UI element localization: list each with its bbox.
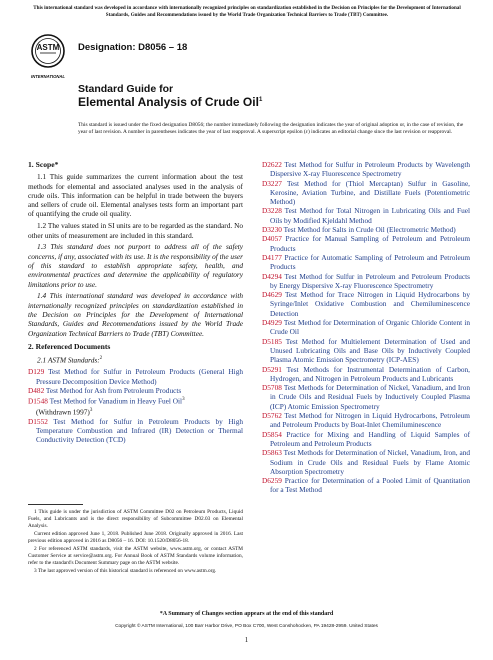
ref-item[interactable]: D1548 Test Method for Vanadium in Heavy Fuel Oil$^3$ (Withdrawn 1997)$^3$ bbox=[28, 396, 185, 417]
ref-title[interactable]: Practice for Automatic Sampling of Petroleum and Petroleum Products bbox=[270, 252, 471, 272]
ref-title[interactable]: Test Method for Total Nitrogen in Lubricating Oils and Fuel Oils by Modified Kjeldahl Method bbox=[270, 206, 470, 225]
ref-title[interactable]: Test Method for (Thiol Mercaptan) Sulfur in Gasoline, Kerosine, Aviation Turbine, and Distillate Fuels (Potentiometric Method) bbox=[270, 178, 471, 207]
scope-para-2: 1.2 The values stated in SI units are to be regarded as the standard. No other units of measurement are included in this standard. bbox=[28, 221, 243, 240]
ref-title[interactable]: Test Method for Vanadium in Heavy Fuel Oil bbox=[49, 396, 183, 406]
ref-title[interactable]: Practice for Manual Sampling of Petroleum and Petroleum Products bbox=[270, 234, 470, 253]
ref-code[interactable]: D4177 bbox=[262, 252, 282, 262]
page-title bbox=[78, 95, 262, 109]
ref-title[interactable]: Test Method for Ash from Petroleum Products bbox=[45, 385, 182, 395]
title-type: Standard Guide for bbox=[78, 83, 174, 95]
ref-code[interactable]: D1548 bbox=[28, 396, 48, 406]
ref-code[interactable]: D4929 bbox=[262, 318, 282, 328]
ref-item[interactable] bbox=[262, 290, 470, 318]
references-subheading-text: 2.1 ASTM Standards: bbox=[37, 355, 100, 365]
ref-item[interactable] bbox=[28, 386, 243, 395]
ref-code[interactable]: D3227 bbox=[262, 178, 282, 188]
ref-title[interactable]: Test Method for Trace Nitrogen in Liquid Hydrocarbons by Syringe/Inlet Oxidative Combustion and Chemiluminescence Detection bbox=[270, 290, 470, 318]
ref-item[interactable] bbox=[262, 476, 470, 495]
ref-code[interactable]: D482 bbox=[28, 385, 45, 395]
ref-item[interactable] bbox=[262, 225, 470, 234]
footnote-3: 3 The last approved version of this historical standard is referenced on www.astm.org. bbox=[34, 567, 217, 574]
copyright-line: Copyright © ASTM International, 100 Barr Harbor Drive, PO Box C700, West Conshohocken, PA 19428-2959. United States bbox=[115, 624, 378, 629]
references-heading: 2. Referenced Documents bbox=[28, 341, 111, 351]
ref-code[interactable]: D5708 bbox=[262, 383, 282, 393]
designation: Designation: D8056 – 18 bbox=[78, 42, 188, 53]
ref-title[interactable]: Practice for Determination of a Pooled Limit of Quantitation for a Test Method bbox=[270, 476, 471, 495]
references-sub-footnote-marker[interactable]: 2 bbox=[99, 356, 103, 362]
ref-code[interactable]: D5762 bbox=[262, 411, 282, 421]
left-column bbox=[28, 160, 243, 445]
ref-withdrawn-note: (Withdrawn 1997) bbox=[36, 407, 90, 417]
issued-note: This standard is issued under the fixed designation D8056; the number immediately following the designation indicates the year of original adoption or, in the case of revision, the year of last revision. A number in parentheses indicates the year of last reapproval. A superscript epsilon (ε) indicates an editorial change since the last revision or reapproval. bbox=[78, 122, 464, 135]
ref-item[interactable] bbox=[262, 365, 470, 384]
footnotes bbox=[28, 509, 243, 576]
ref-item[interactable] bbox=[262, 206, 470, 225]
ref-title[interactable]: Test Method for Determination of Organic Chloride Content in Crude Oil bbox=[270, 318, 471, 337]
ref-title[interactable]: Test Method for Sulfur in Petroleum and Petroleum Products by Energy Dispersive X-ray Fluorescence Spectrometry bbox=[270, 271, 470, 290]
ref-title[interactable]: Test Method for Sulfur in Petroleum Products by High Temperature Combustion and Infrared (IR) Detection or Thermal Conductivity Detection (TCD) bbox=[36, 416, 243, 445]
top-notice: This international standard was developed in accordance with internationally recognized principles on standardization established in the Decision on Principles for the Development of International Standards, Guides and Recommendations issued by the World Trade Organization Technical Barriers to Trade (TBT) Committee. bbox=[33, 5, 461, 18]
footnote-2: 2 For referenced ASTM standards, visit the ASTM website, www.astm.org, or contact ASTM Customer Service at service@astm.org. For Annual Book of ASTM Standards volume information, refer to the standard's Document Summary page on the ASTM website. bbox=[28, 545, 243, 566]
ref-item[interactable] bbox=[28, 417, 243, 445]
ref-code[interactable]: D4629 bbox=[262, 290, 282, 300]
ref-title[interactable]: Test Method for Sulfur in Petroleum Products by Wavelength Dispersive X-ray Fluorescence Spectrometry bbox=[270, 160, 470, 179]
ref-title[interactable]: Test Method for Nitrogen in Liquid Hydrocarbons, Petroleum and Petroleum Products by Boat-Inlet Chemiluminescence bbox=[270, 411, 470, 430]
summary-of-changes-note: *A Summary of Changes section appears at the end of this standard bbox=[159, 611, 334, 617]
footnote-divider bbox=[28, 504, 83, 505]
svg-text:ASTM: ASTM bbox=[36, 43, 60, 52]
ref-item[interactable] bbox=[262, 179, 470, 207]
ref-item[interactable] bbox=[262, 318, 470, 337]
ref-code[interactable]: D3230 bbox=[262, 225, 282, 235]
references-subheading bbox=[28, 354, 243, 365]
ref-code[interactable]: D2622 bbox=[262, 160, 282, 169]
footnote-1-edition: Current edition approved June 1, 2018. Published June 2018. Originally approved in 2016. Last previous edition approved in 2016 as D8056 – 16. DOI: 10.1520/D8056-18. bbox=[28, 530, 243, 544]
right-column bbox=[262, 160, 470, 495]
ref-code[interactable]: D5854 bbox=[262, 429, 282, 439]
logo-text: INTERNATIONAL bbox=[31, 74, 65, 79]
ref-title[interactable]: Test Method for Sulfur in Petroleum Products (General High Pressure Decomposition Device Method) bbox=[36, 367, 244, 386]
ref-item[interactable] bbox=[262, 430, 470, 449]
ref-code[interactable]: D129 bbox=[28, 367, 45, 377]
ref-title[interactable]: Test Methods for Determination of Nickel, Vanadium, Iron, and Sodium in Crude Oils and Residual Fuels by Flame Atomic Absorption Spectrometry bbox=[270, 448, 470, 476]
scope-para-3: 1.3 This standard does not purport to address all of the safety concerns, if any, associated with its use. It is the responsibility of the user of this standard to establish appropriate safety, health, and environmental practices and determine the applicability of regulatory limitations prior to use. bbox=[28, 242, 243, 289]
scope-para-1: 1.1 This guide summarizes the current information about the test methods for elemental and associated analyses used in the analysis of crude oils. This information can be helpful in trade between the buyers and sellers of crude oil. Elemental analyses tests form an important part of quantifying the crude oil quality. bbox=[28, 172, 243, 219]
ref-code[interactable]: D1552 bbox=[28, 416, 48, 426]
ref-item[interactable] bbox=[262, 411, 470, 430]
astm-logo-icon bbox=[30, 31, 66, 83]
ref-title[interactable]: Test Method for Salts in Crude Oil (Electrometric Method) bbox=[283, 225, 456, 235]
ref-item[interactable] bbox=[262, 253, 470, 272]
ref-title[interactable]: Test Method for Multielement Determination of Used and Unused Lubricating Oils and Base Oils by Inductively Coupled Plasma Atomic Emission Spectrometry (ICP-AES) bbox=[270, 336, 470, 365]
ref-item[interactable] bbox=[262, 272, 470, 291]
ref-title[interactable]: Practice for Mixing and Handling of Liquid Samples of Petroleum and Petroleum Products bbox=[270, 429, 470, 448]
title-footnote-marker[interactable]: 1 bbox=[258, 97, 263, 103]
footnote-1: 1 This guide is under the jurisdiction of ASTM Committee D02 on Petroleum Products, Liquid Fuels, and Lubricants and is the direct responsibility of Subcommittee D02.03 on Elemental Analysis. bbox=[28, 509, 243, 529]
ref-code[interactable]: D5185 bbox=[262, 336, 282, 346]
ref-code[interactable]: D5863 bbox=[262, 448, 282, 458]
ref-title[interactable]: Test Methods for Instrumental Determination of Carbon, Hydrogen, and Nitrogen in Petroleum Products and Lubricants bbox=[270, 364, 470, 383]
scope-para-4: 1.4 This international standard was developed in accordance with internationally recognized principles on standardization established in the Decision on Principles for the Development of International Standards, Guides and Recommendations issued by the World Trade Organization Technical Barriers to Trade (TBT) Committee. bbox=[28, 291, 243, 338]
ref-code[interactable]: D4294 bbox=[262, 271, 282, 281]
ref-item[interactable] bbox=[262, 160, 470, 179]
page-number: 1 bbox=[244, 636, 249, 644]
ref-item[interactable] bbox=[262, 337, 470, 365]
ref-code[interactable]: D6259 bbox=[262, 476, 282, 486]
scope-heading: 1. Scope* bbox=[28, 160, 59, 169]
ref-item[interactable] bbox=[262, 234, 470, 253]
title-text: Elemental Analysis of Crude Oil bbox=[78, 95, 259, 109]
ref-item[interactable] bbox=[262, 448, 470, 476]
ref-item[interactable] bbox=[28, 367, 243, 386]
ref-code[interactable]: D4057 bbox=[262, 234, 282, 244]
ref-item[interactable] bbox=[262, 383, 470, 411]
ref-title[interactable]: Test Methods for Determination of Nickel, Vanadium, and Iron in Crude Oils and Residual Fuels by Inductively Coupled Plasma (ICP) Atomic Emission Spectrometry bbox=[270, 383, 470, 411]
ref-code[interactable]: D3228 bbox=[262, 206, 282, 216]
ref-code[interactable]: D5291 bbox=[262, 364, 282, 374]
